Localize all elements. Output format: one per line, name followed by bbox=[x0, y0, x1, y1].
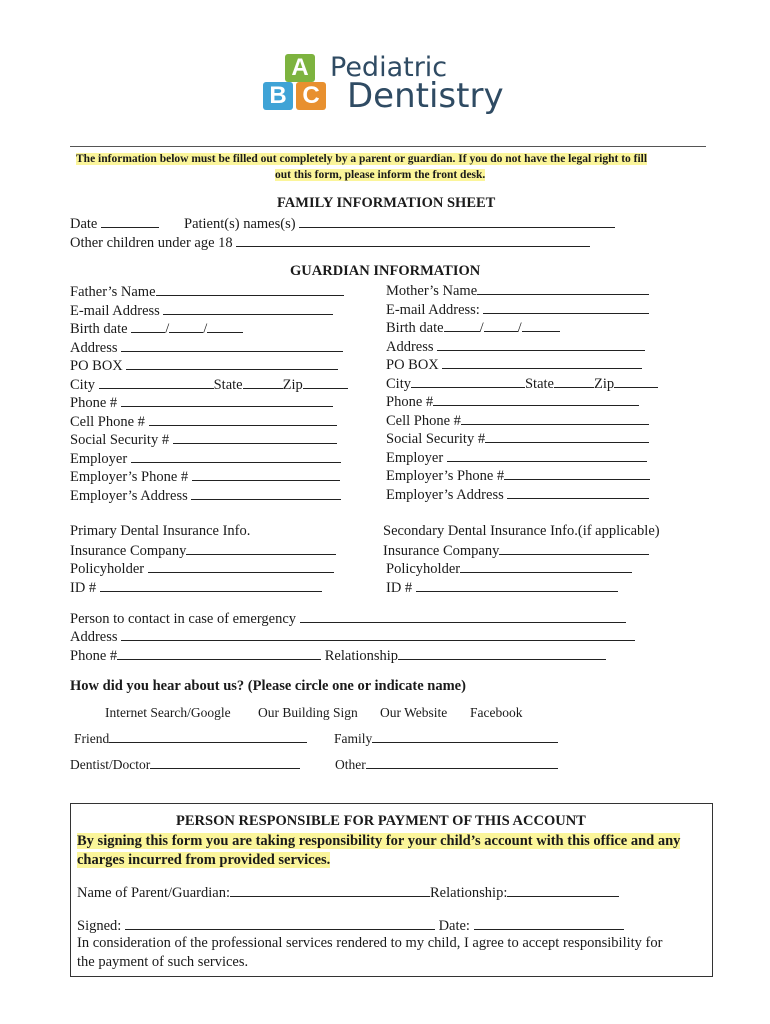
mother-pobox-field[interactable] bbox=[442, 355, 642, 369]
mother-employer-phone-field[interactable] bbox=[504, 466, 650, 480]
notice-text-1: The information below must be filled out completely by a parent or guardian. If you do not have the legal right to fill bbox=[76, 153, 648, 165]
mother-employer-field[interactable] bbox=[447, 448, 647, 462]
father-phone-label: Phone # bbox=[70, 395, 118, 411]
payment-name-field[interactable] bbox=[230, 883, 430, 897]
payment-relationship-label: Relationship: bbox=[430, 885, 508, 901]
mother-pobox-label: PO BOX bbox=[386, 357, 439, 373]
mother-email-row bbox=[386, 300, 649, 319]
mother-phone-field[interactable] bbox=[433, 392, 639, 406]
father-employer-row bbox=[70, 449, 341, 468]
emergency-phone-row bbox=[70, 646, 606, 665]
emergency-person-row bbox=[70, 609, 626, 628]
mother-city-row bbox=[386, 374, 658, 393]
mother-birth-label: Birth date bbox=[386, 320, 444, 336]
referral-friend-field[interactable] bbox=[109, 729, 307, 743]
mother-email-field[interactable] bbox=[483, 300, 649, 314]
payment-notice-2 bbox=[77, 851, 330, 869]
mother-ssn-field[interactable] bbox=[485, 429, 649, 443]
father-cell-field[interactable] bbox=[149, 412, 337, 426]
mother-employer-row bbox=[386, 448, 647, 467]
secondary-id-field[interactable] bbox=[416, 578, 618, 592]
emergency-person-label: Person to contact in case of emergency bbox=[70, 611, 297, 627]
mother-birth-month[interactable] bbox=[444, 318, 480, 332]
referral-option-website[interactable]: Our Website bbox=[380, 705, 448, 720]
father-ssn-field[interactable] bbox=[173, 430, 337, 444]
referral-other-row bbox=[335, 755, 558, 774]
father-name-label: Father’s Name bbox=[70, 284, 156, 300]
referral-question: How did you hear about us? (Please circle one or indicate name) bbox=[70, 678, 466, 694]
referral-option-google[interactable]: Internet Search/Google bbox=[105, 705, 231, 720]
logo-word-dentistry: Dentistry bbox=[347, 76, 504, 116]
primary-holder-row bbox=[70, 559, 334, 578]
primary-company-row bbox=[70, 541, 336, 560]
notice-text-2: out this form, please inform the front desk. bbox=[275, 169, 486, 181]
primary-company-field[interactable] bbox=[186, 541, 336, 555]
secondary-company-row bbox=[383, 541, 649, 560]
father-name-field[interactable] bbox=[156, 282, 344, 296]
father-birth-year[interactable] bbox=[207, 319, 243, 333]
header-divider bbox=[70, 146, 706, 147]
payment-signed-label: Signed: bbox=[77, 918, 122, 934]
referral-other-label: Other bbox=[335, 757, 366, 772]
father-zip-label: Zip bbox=[282, 377, 303, 393]
logo-block-b: B bbox=[263, 82, 293, 110]
father-cell-label: Cell Phone # bbox=[70, 414, 145, 430]
mother-zip-label: Zip bbox=[593, 376, 615, 392]
mother-cell-field[interactable] bbox=[461, 411, 649, 425]
father-birth-label: Birth date bbox=[70, 321, 128, 337]
secondary-holder-field[interactable] bbox=[460, 559, 632, 573]
mother-ssn-row bbox=[386, 429, 649, 448]
referral-family-label: Family bbox=[334, 731, 373, 746]
mother-pobox-row bbox=[386, 355, 642, 374]
mother-ssn-label: Social Security # bbox=[386, 431, 486, 447]
primary-id-label: ID # bbox=[70, 580, 97, 596]
referral-dentist-row bbox=[70, 755, 300, 774]
father-state-label: State bbox=[213, 377, 243, 393]
mother-state-label: State bbox=[524, 376, 554, 392]
payment-name-row bbox=[77, 883, 619, 902]
emergency-address-row bbox=[70, 627, 635, 646]
consent-line-2: the payment of such services. bbox=[77, 954, 249, 970]
secondary-insurance-title: Secondary Dental Insurance Info.(if applicable) bbox=[383, 523, 660, 539]
father-birth-month[interactable] bbox=[131, 319, 165, 333]
primary-id-field[interactable] bbox=[100, 578, 322, 592]
father-pobox-field[interactable] bbox=[126, 356, 338, 370]
secondary-company-label: Insurance Company bbox=[383, 543, 500, 559]
father-cell-row bbox=[70, 412, 337, 431]
signature-field[interactable] bbox=[125, 916, 435, 930]
father-phone-row bbox=[70, 393, 333, 412]
mother-email-label: E-mail Address: bbox=[386, 302, 480, 318]
mother-name-row bbox=[386, 281, 649, 300]
father-birth-row bbox=[70, 319, 243, 338]
payment-notice-1 bbox=[77, 832, 680, 850]
other-children-row bbox=[70, 233, 590, 252]
father-employer-phone-row bbox=[70, 467, 340, 486]
family-title: FAMILY INFORMATION SHEET bbox=[277, 195, 496, 211]
primary-holder-label: Policyholder bbox=[70, 561, 145, 577]
mother-city-field[interactable] bbox=[411, 374, 525, 388]
payment-title: PERSON RESPONSIBLE FOR PAYMENT OF THIS ACCOUNT bbox=[176, 813, 586, 829]
logo-word-pediatric: Pediatric bbox=[330, 52, 448, 83]
slash: / bbox=[203, 321, 208, 337]
referral-dentist-label: Dentist/Doctor bbox=[70, 757, 151, 772]
secondary-company-field[interactable] bbox=[499, 541, 649, 555]
mother-address-field[interactable] bbox=[437, 337, 645, 351]
father-name-row bbox=[70, 282, 344, 301]
father-employer-label: Employer bbox=[70, 451, 128, 467]
father-ssn-row bbox=[70, 430, 337, 449]
secondary-holder-row bbox=[386, 559, 632, 578]
referral-dentist-field[interactable] bbox=[150, 755, 300, 769]
emergency-person-field[interactable] bbox=[300, 609, 626, 623]
emergency-relationship-label: Relationship bbox=[324, 648, 399, 664]
mother-birth-year[interactable] bbox=[522, 318, 560, 332]
referral-family-row bbox=[334, 729, 558, 748]
secondary-id-row bbox=[386, 578, 618, 597]
other-children-label: Other children under age 18 bbox=[70, 235, 233, 251]
secondary-holder-label: Policyholder bbox=[386, 561, 461, 577]
consent-line-1: In consideration of the professional services rendered to my child, I agree to accept responsibility for bbox=[77, 935, 663, 951]
father-employer-address-field[interactable] bbox=[191, 486, 341, 500]
guardian-title: GUARDIAN INFORMATION bbox=[290, 263, 481, 279]
father-employer-address-row bbox=[70, 486, 341, 505]
slash: / bbox=[165, 321, 170, 337]
father-pobox-row bbox=[70, 356, 338, 375]
patients-row bbox=[184, 214, 615, 233]
slash: / bbox=[479, 320, 484, 336]
emergency-phone-label: Phone # bbox=[70, 648, 118, 664]
emergency-address-field[interactable] bbox=[121, 627, 635, 641]
referral-friend-row bbox=[74, 729, 307, 748]
logo-block-a: A bbox=[285, 54, 315, 82]
mother-address-row bbox=[386, 337, 645, 356]
date-label: Date bbox=[70, 216, 98, 232]
father-employer-field[interactable] bbox=[131, 449, 341, 463]
mother-employer-address-field[interactable] bbox=[507, 485, 649, 499]
father-city-label: City bbox=[70, 377, 95, 393]
emergency-relationship-field[interactable] bbox=[398, 646, 606, 660]
payment-signed-row bbox=[77, 916, 624, 935]
father-birth-day[interactable] bbox=[169, 319, 203, 333]
mother-name-field[interactable] bbox=[477, 281, 649, 295]
emergency-address-label: Address bbox=[70, 629, 118, 645]
primary-insurance-title: Primary Dental Insurance Info. bbox=[70, 523, 251, 539]
referral-other-field[interactable] bbox=[366, 755, 558, 769]
payment-date-label: Date: bbox=[438, 918, 470, 934]
father-employer-phone-label: Employer’s Phone # bbox=[70, 469, 189, 485]
mother-cell-label: Cell Phone # bbox=[386, 413, 461, 429]
mother-phone-row bbox=[386, 392, 639, 411]
payment-date-field[interactable] bbox=[474, 916, 624, 930]
mother-employer-label: Employer bbox=[386, 450, 444, 466]
patients-label: Patient(s) names(s) bbox=[184, 216, 296, 232]
mother-birth-row bbox=[386, 318, 560, 337]
referral-option-facebook[interactable]: Facebook bbox=[470, 705, 523, 720]
mother-name-label: Mother’s Name bbox=[386, 283, 478, 299]
father-employer-phone-field[interactable] bbox=[192, 467, 340, 481]
mother-birth-day[interactable] bbox=[484, 318, 518, 332]
payment-notice-text-1: By signing this form you are taking responsibility for your child’s account with this office and any bbox=[77, 833, 681, 849]
date-field[interactable] bbox=[101, 214, 159, 228]
mother-phone-label: Phone # bbox=[386, 394, 434, 410]
other-children-field[interactable] bbox=[236, 233, 590, 247]
primary-holder-field[interactable] bbox=[148, 559, 334, 573]
mother-employer-phone-row bbox=[386, 466, 650, 485]
mother-employer-phone-label: Employer’s Phone # bbox=[386, 468, 505, 484]
referral-friend-label: Friend bbox=[74, 731, 110, 746]
father-employer-address-label: Employer’s Address bbox=[70, 488, 188, 504]
date-row bbox=[70, 214, 159, 233]
mother-employer-address-row bbox=[386, 485, 649, 504]
primary-company-label: Insurance Company bbox=[70, 543, 187, 559]
mother-zip-field[interactable] bbox=[614, 374, 658, 388]
notice-line-2 bbox=[275, 169, 485, 181]
father-state-field[interactable] bbox=[243, 375, 283, 389]
payment-relationship-field[interactable] bbox=[507, 883, 619, 897]
father-email-row bbox=[70, 301, 333, 320]
father-city-row bbox=[70, 375, 348, 394]
secondary-id-label: ID # bbox=[386, 580, 413, 596]
primary-id-row bbox=[70, 578, 322, 597]
father-zip-field[interactable] bbox=[303, 375, 348, 389]
logo-block-c: C bbox=[296, 82, 326, 110]
payment-name-label: Name of Parent/Guardian: bbox=[77, 885, 231, 901]
mother-cell-row bbox=[386, 411, 649, 430]
father-address-field[interactable] bbox=[121, 338, 343, 352]
notice-line-1 bbox=[76, 153, 647, 165]
father-email-label: E-mail Address bbox=[70, 303, 160, 319]
father-pobox-label: PO BOX bbox=[70, 358, 123, 374]
father-phone-field[interactable] bbox=[121, 393, 333, 407]
referral-family-field[interactable] bbox=[372, 729, 558, 743]
father-email-field[interactable] bbox=[163, 301, 333, 315]
slash: / bbox=[517, 320, 522, 336]
referral-option-sign[interactable]: Our Building Sign bbox=[258, 705, 358, 720]
patients-field[interactable] bbox=[299, 214, 615, 228]
emergency-phone-field[interactable] bbox=[117, 646, 321, 660]
mother-state-field[interactable] bbox=[554, 374, 594, 388]
mother-employer-address-label: Employer’s Address bbox=[386, 487, 504, 503]
father-address-row bbox=[70, 338, 343, 357]
payment-notice-text-2: charges incurred from provided services. bbox=[77, 852, 331, 868]
mother-address-label: Address bbox=[386, 339, 434, 355]
mother-city-label: City bbox=[386, 376, 411, 392]
father-address-label: Address bbox=[70, 340, 118, 356]
father-city-field[interactable] bbox=[99, 375, 214, 389]
father-ssn-label: Social Security # bbox=[70, 432, 170, 448]
